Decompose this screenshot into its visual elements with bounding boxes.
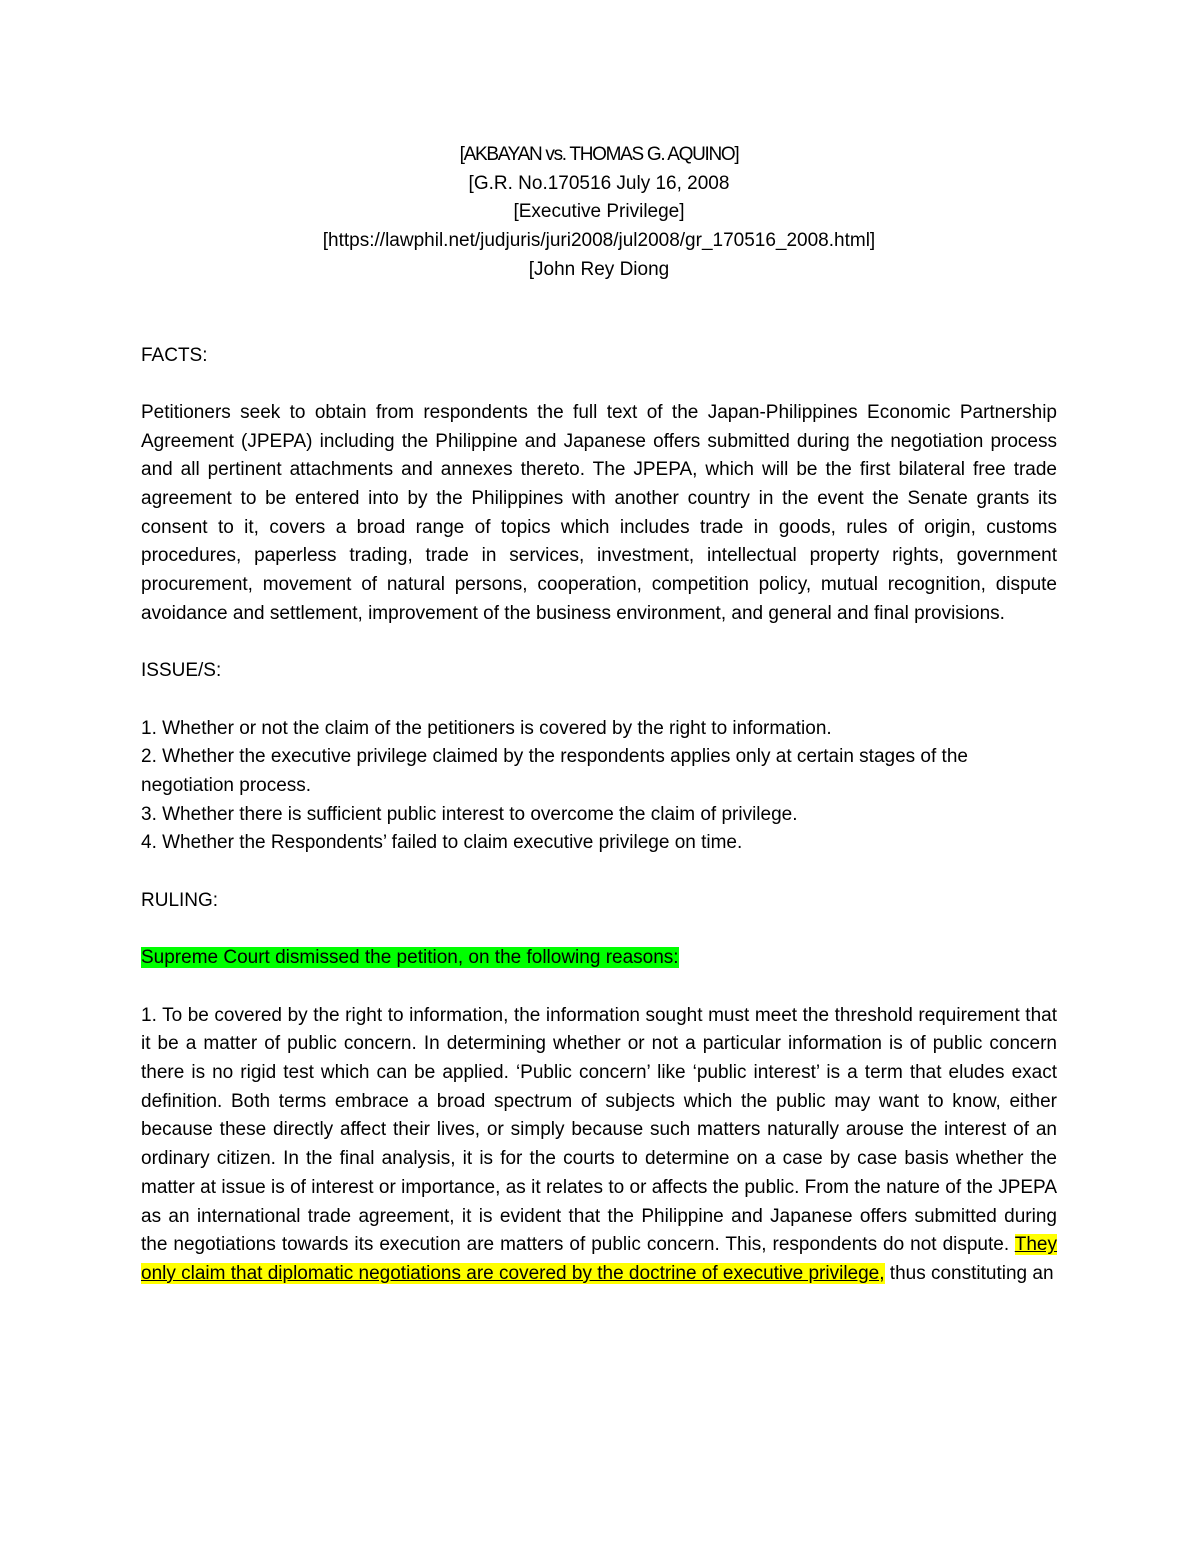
ruling-statement (141, 944, 1057, 973)
spacer (141, 916, 1057, 945)
document-content (141, 141, 1057, 1289)
issue-item: 4. Whether the Respondents’ failed to claim executive privilege on time. (141, 832, 743, 854)
issue-item: 2. Whether the executive privilege claimed by the respondents applies only at certain stages of the negotiation process. (141, 746, 968, 797)
spacer (141, 973, 1057, 1002)
case-topic: [Executive Privilege] (513, 201, 685, 223)
ruling-point-1-text: 1. To be covered by the right to information, the information sought must meet the threshold requirement that it be a matter of public concern. In determining whether or not a particular information is of public concern there is no rigid test which can be applied. ‘Public concern’ like ‘public interest’ is a term that eludes exact definition. Both terms embrace a broad spectrum of subjects which the public may want to know, either because these directly affect their lives, or simply because such matters naturally arouse the interest of an ordinary citizen. In the final analysis, it is for the courts to determine on a case by case basis whether the matter at issue is of interest or importance, as it relates to or affects the public. From the nature of the JPEPA as an international trade agreement, it is evident that the Philippine and Japanese offers submitted during the negotiations towards its execution are matters of public concern. This, respondents do not dispute. (141, 1004, 1057, 1256)
source-url: [https://lawphil.net/judjuris/juri2008/jul2008/gr_170516_2008.html] (322, 230, 876, 252)
spacer (141, 858, 1057, 887)
spacer (141, 686, 1057, 715)
ruling-point-1 (141, 1002, 1057, 1289)
ruling-highlighted-statement: Supreme Court dismissed the petition, on the following reasons: (141, 947, 679, 969)
issue-item: 1. Whether or not the claim of the petitioners is covered by the right to information. (141, 717, 832, 739)
issues-heading: ISSUE/S: (141, 660, 222, 682)
ruling-point-1-highlight: They only claim that diplomatic negotiations are covered by the doctrine of executive privilege, (141, 1234, 1057, 1284)
case-header (141, 141, 1057, 285)
spacer (141, 629, 1057, 658)
issue-item: 3. Whether there is sufficient public interest to overcome the claim of privilege. (141, 803, 798, 825)
author-name: [John Rey Diong (528, 258, 670, 280)
issues-list (141, 715, 1057, 859)
case-title: [AKBAYAN vs. THOMAS G. AQUINO] (459, 144, 739, 165)
spacer (141, 285, 1057, 342)
facts-heading: FACTS: (141, 344, 208, 366)
ruling-heading: RULING: (141, 889, 219, 911)
facts-paragraph: Petitioners seek to obtain from respondents the full text of the Japan-Philippines Economic Partnership Agreement (JPEPA) including the Philippine and Japanese offers submitted during the negotiation process and all pertinent attachments and annexes thereto. The JPEPA, which will be the first bilateral free trade agreement to be entered into by the Philippines with another country in the event the Senate grants its consent to it, covers a broad range of topics which includes trade in goods, rules of origin, customs procedures, paperless trading, trade in services, investment, intellectual property rights, government procurement, movement of natural persons, cooperation, competition policy, mutual recognition, dispute avoidance and settlement, improvement of the business environment, and general and final provisions. (141, 401, 1057, 624)
ruling-point-1-tail: thus constituting an (884, 1262, 1054, 1284)
gr-number: [G.R. No.170516 July 16, 2008 (468, 172, 730, 194)
spacer (141, 370, 1057, 399)
